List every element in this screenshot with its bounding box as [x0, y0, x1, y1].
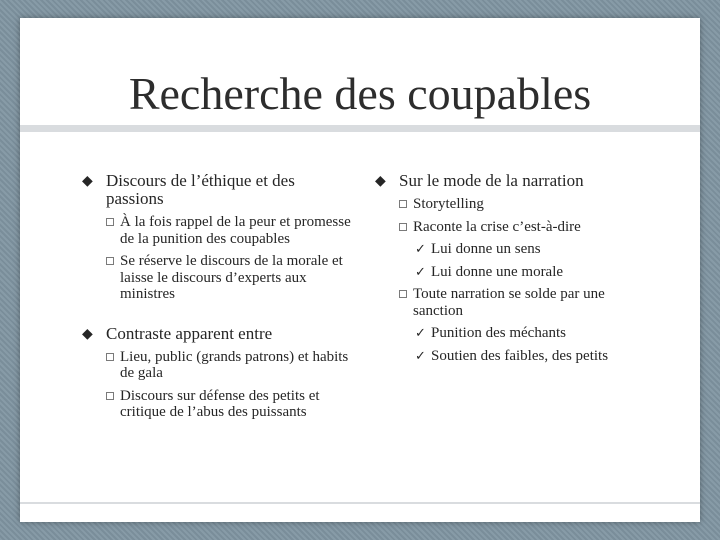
sub-bullet [106, 388, 352, 421]
square-bullet-icon [399, 223, 407, 231]
sub-bullet-text: Discours sur défense des petits et critique de l’abus des puissants [120, 387, 320, 420]
left-column [82, 172, 352, 435]
sub-bullet-text: Raconte la crise c’est-à-dire [413, 218, 581, 235]
bullet-contraste [82, 325, 352, 421]
sub-bullet-text: Storytelling [413, 196, 484, 212]
check-item-text: Punition des méchants [431, 325, 566, 341]
sub-bullet [399, 286, 645, 364]
sub-bullet-text: À la fois rappel de la peur et promesse de la punition des coupables [120, 214, 351, 247]
sub-bullet-text: Lieu, public (grands patrons) et habits de gala [120, 348, 349, 381]
bullet-ethique [82, 172, 352, 303]
sub-bullet [106, 349, 352, 382]
checkmark-icon: ✓ [415, 263, 426, 279]
bullet-text: Discours de l’éthique et des passions [106, 171, 295, 208]
sub-bullet [106, 253, 352, 303]
bullet-text: Sur le mode de la narration [399, 171, 584, 190]
bullet-narration [375, 172, 645, 364]
footer-divider [20, 502, 700, 504]
bullet-text: Contraste apparent entre [106, 323, 273, 343]
square-bullet-icon [106, 218, 114, 226]
check-item [415, 348, 645, 365]
sub-bullet [106, 214, 352, 247]
sub-bullet [399, 219, 645, 281]
diamond-bullet-icon: ◆ [375, 174, 386, 189]
check-item-text: Lui donne un sens [431, 241, 541, 257]
check-item-text: Soutien des faibles, des petits [431, 347, 609, 364]
slide [20, 18, 700, 522]
square-bullet-icon [106, 257, 114, 265]
title-divider [20, 125, 700, 132]
slide-title: Recherche des coupables [128, 68, 592, 119]
checkmark-icon: ✓ [415, 347, 426, 363]
square-bullet-icon [399, 290, 407, 298]
sub-bullet-text: Se réserve le discours de la morale et laisse le discours d’experts aux ministres [120, 253, 343, 302]
sub-bullet-text: Toute narration se solde par une sanction [413, 286, 605, 319]
checkmark-icon: ✓ [415, 325, 426, 340]
check-item [415, 241, 645, 258]
square-bullet-icon [399, 200, 407, 208]
diamond-bullet-icon: ◆ [82, 326, 93, 342]
right-column [375, 172, 645, 364]
sub-bullet [399, 196, 645, 213]
square-bullet-icon [106, 392, 114, 400]
check-item [415, 264, 645, 281]
square-bullet-icon [106, 353, 114, 361]
check-item [415, 325, 645, 342]
checkmark-icon: ✓ [415, 241, 426, 256]
diamond-bullet-icon: ◆ [82, 174, 93, 189]
check-item-text: Lui donne une morale [431, 263, 564, 280]
